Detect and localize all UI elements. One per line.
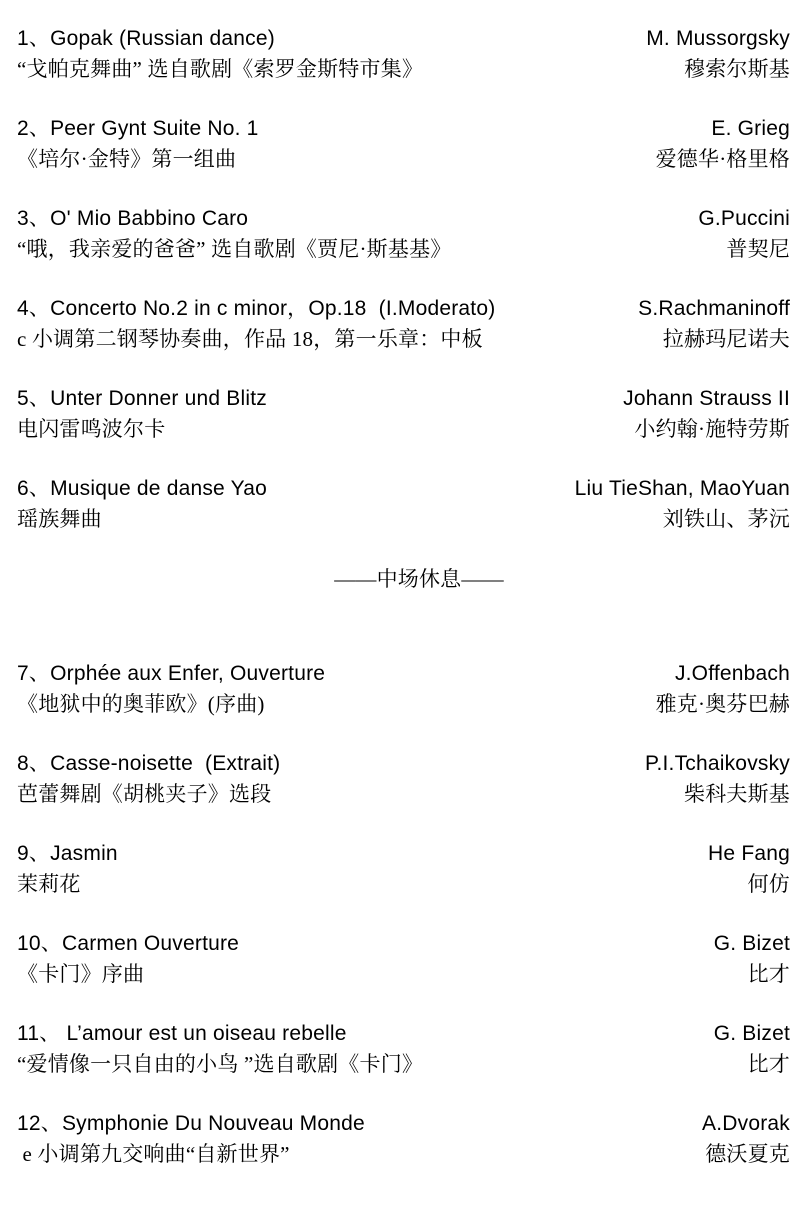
item-title-zh: 芭蕾舞剧《胡桃夹子》选段 xyxy=(17,782,272,806)
item-title-en: Peer Gynt Suite No. 1 xyxy=(50,117,259,140)
program-item-12 xyxy=(17,1109,790,1169)
translation-row xyxy=(17,324,790,354)
program-item-10 xyxy=(17,929,790,989)
title-row xyxy=(17,1109,790,1139)
item-composer-zh: 刘铁山、茅沅 xyxy=(662,507,790,531)
translation-row xyxy=(17,504,790,534)
item-composer-en: He Fang xyxy=(708,842,790,865)
item-number: 12、 xyxy=(17,1112,62,1135)
item-composer-en: Johann Strauss II xyxy=(623,387,790,410)
item-title-zh: 《卡门》序曲 xyxy=(17,962,145,986)
item-title-en: O' Mio Babbino Caro xyxy=(50,207,249,230)
item-title-line xyxy=(17,114,259,144)
item-title-zh: “戈帕克舞曲” 选自歌剧《索罗金斯特市集》 xyxy=(17,57,424,81)
item-number: 1、 xyxy=(17,27,51,50)
item-title-zh: c 小调第二钢琴协奏曲，作品 18，第一乐章：中板 xyxy=(17,327,483,351)
item-number: 5、 xyxy=(17,387,51,410)
program-item-6 xyxy=(17,474,790,534)
item-title-line xyxy=(17,474,267,504)
item-composer-zh: 比才 xyxy=(747,1052,790,1076)
item-number: 4、 xyxy=(17,297,51,320)
item-number: 7、 xyxy=(17,662,51,685)
program-item-2 xyxy=(17,114,790,174)
translation-row xyxy=(17,414,790,444)
title-row xyxy=(17,929,790,959)
item-composer-zh: 雅克·奥芬巴赫 xyxy=(655,692,790,716)
title-row xyxy=(17,1019,790,1049)
item-composer-en: A.Dvorak xyxy=(702,1112,790,1135)
program-item-7 xyxy=(17,659,790,719)
item-composer-en: M. Mussorgsky xyxy=(646,27,790,50)
program-item-4 xyxy=(17,294,790,354)
item-title-line xyxy=(17,1019,347,1049)
item-title-en: Musique de danse Yao xyxy=(50,477,267,500)
item-title-zh: 《地狱中的奥菲欧》(序曲) xyxy=(17,692,265,716)
program-item-9 xyxy=(17,839,790,899)
item-composer-zh: 爱德华·格里格 xyxy=(655,147,790,171)
translation-row xyxy=(17,779,790,809)
translation-row xyxy=(17,144,790,174)
item-title-line xyxy=(17,839,118,869)
program-item-5 xyxy=(17,384,790,444)
intermission-label: ——中场休息—— xyxy=(334,567,504,591)
item-title-en: Symphonie Du Nouveau Monde xyxy=(61,1112,365,1135)
program-item-8 xyxy=(17,749,790,809)
item-composer-en: G.Puccini xyxy=(698,207,790,230)
item-title-en: L’amour est un oiseau rebelle xyxy=(60,1022,347,1045)
item-title-line xyxy=(17,659,325,689)
item-title-en: Orphée aux Enfer, Ouverture xyxy=(50,662,326,685)
translation-row xyxy=(17,959,790,989)
item-composer-zh: 柴科夫斯基 xyxy=(684,782,790,806)
item-number: 6、 xyxy=(17,477,51,500)
title-row xyxy=(17,474,790,504)
item-composer-en: P.I.Tchaikovsky xyxy=(644,752,790,775)
item-number: 3、 xyxy=(17,207,51,230)
item-title-en: Jasmin xyxy=(50,842,118,865)
program-item-11 xyxy=(17,1019,790,1079)
translation-row xyxy=(17,1139,790,1169)
item-title-line xyxy=(17,204,248,234)
program-item-1 xyxy=(17,24,790,84)
title-row xyxy=(17,204,790,234)
title-row xyxy=(17,659,790,689)
item-title-line xyxy=(17,929,239,959)
item-title-en: Carmen Ouverture xyxy=(61,932,240,955)
item-number: 9、 xyxy=(17,842,51,865)
item-number: 8、 xyxy=(17,752,51,775)
item-composer-zh: 比才 xyxy=(747,962,790,986)
title-row xyxy=(17,839,790,869)
translation-row xyxy=(17,54,790,84)
item-title-zh: “爱情像一只自由的小鸟 ”选自歌剧《卡门》 xyxy=(17,1052,424,1076)
translation-row xyxy=(17,869,790,899)
title-row xyxy=(17,114,790,144)
item-title-zh: 茉莉花 xyxy=(17,872,81,896)
title-row xyxy=(17,294,790,324)
item-composer-en: S.Rachmaninoff xyxy=(638,297,790,320)
item-title-line xyxy=(17,294,495,324)
item-composer-en: E. Grieg xyxy=(711,117,790,140)
item-composer-zh: 穆索尔斯基 xyxy=(684,57,790,81)
item-title-line xyxy=(17,1109,365,1139)
translation-row xyxy=(17,689,790,719)
translation-row xyxy=(17,1049,790,1079)
item-title-zh: 《培尔·金特》第一组曲 xyxy=(17,147,237,171)
item-composer-zh: 小约翰·施特劳斯 xyxy=(634,417,790,441)
item-title-en: Casse-noisette (Extrait) xyxy=(50,752,281,775)
item-composer-en: G. Bizet xyxy=(713,932,790,955)
item-title-zh: 瑶族舞曲 xyxy=(17,507,102,531)
item-number: 11、 xyxy=(17,1022,61,1045)
item-composer-zh: 普契尼 xyxy=(726,237,790,261)
item-title-line xyxy=(17,749,280,779)
item-title-line xyxy=(17,384,267,414)
item-composer-zh: 拉赫玛尼诺夫 xyxy=(662,327,790,351)
title-row xyxy=(17,749,790,779)
item-title-line xyxy=(17,24,275,54)
item-composer-en: J.Offenbach xyxy=(674,662,790,685)
item-composer-en: Liu TieShan, MaoYuan xyxy=(574,477,790,500)
item-composer-zh: 何仿 xyxy=(747,872,790,896)
item-number: 10、 xyxy=(17,932,62,955)
item-title-en: Concerto No.2 in c minor，Op.18 (I.Moderato) xyxy=(50,297,496,320)
item-title-en: Unter Donner und Blitz xyxy=(50,387,267,410)
program-item-3 xyxy=(17,204,790,264)
translation-row xyxy=(17,234,790,264)
item-title-zh: “哦，我亲爱的爸爸” 选自歌剧《贾尼·斯基基》 xyxy=(17,237,452,261)
item-composer-zh: 德沃夏克 xyxy=(705,1142,790,1166)
item-title-zh: 电闪雷鸣波尔卡 xyxy=(17,417,166,441)
item-title-en: Gopak (Russian dance) xyxy=(50,27,275,50)
item-number: 2、 xyxy=(17,117,51,140)
title-row xyxy=(17,384,790,414)
title-row xyxy=(17,24,790,54)
item-title-zh: e 小调第九交响曲“自新世界” xyxy=(17,1142,290,1166)
item-composer-en: G. Bizet xyxy=(713,1022,790,1045)
